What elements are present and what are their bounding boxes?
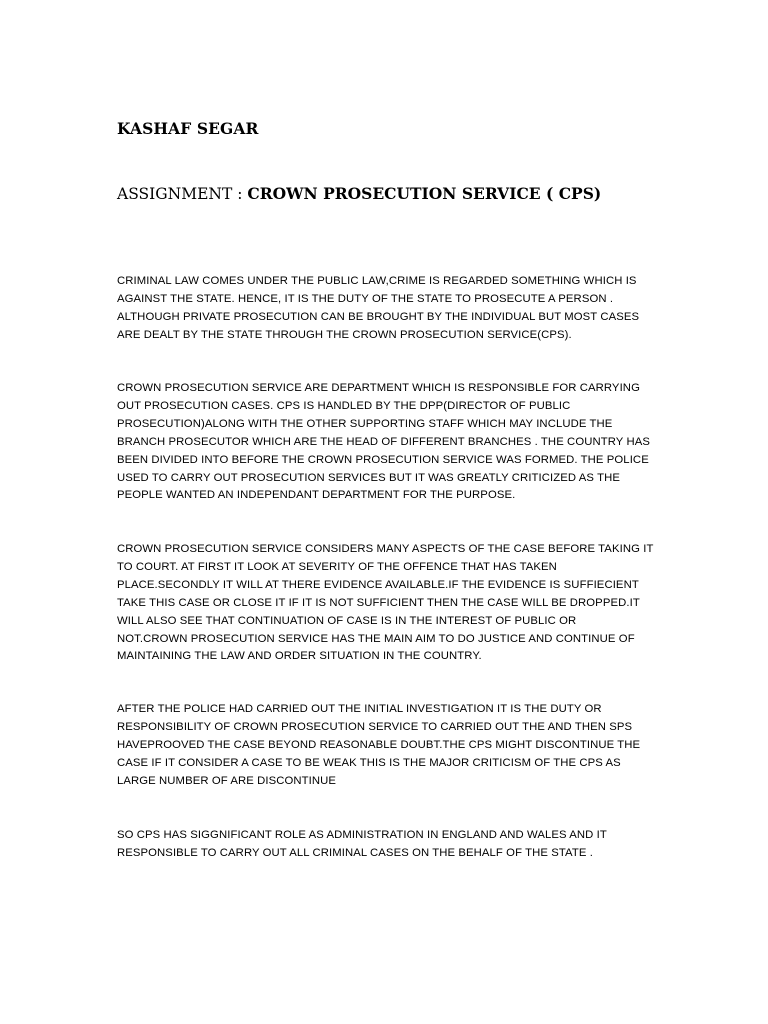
- paragraph-line: AGAINST THE STATE. HENCE, IT IS THE DUTY OF THE STATE TO PROSECUTE A PERSON .: [117, 292, 614, 305]
- paragraph-line: HAVEPROOVED THE CASE BEYOND REASONABLE DOUBT.THE CPS MIGHT DISCONTINUE THE: [117, 738, 641, 751]
- paragraph-line: SO CPS HAS SIGGNIFICANT ROLE AS ADMINISTRATION IN ENGLAND AND WALES AND IT: [117, 829, 607, 841]
- paragraph-line: AFTER THE POLICE HAD CARRIED OUT THE INITIAL INVESTIGATION IT IS THE DUTY OR: [117, 703, 602, 715]
- paragraph-investigation: [117, 701, 657, 791]
- paragraph-line: PLACE.SECONDLY IT WILL AT THERE EVIDENCE AVAILABLE.IF THE EVIDENCE IS SUFFIECIENT: [117, 578, 639, 591]
- paragraph-line: RESPONSIBILITY OF CROWN PROSECUTION SERVICE TO CARRIED OUT THE AND THEN SPS: [117, 720, 633, 733]
- paragraph-line: NOT.CROWN PROSECUTION SERVICE HAS THE MAIN AIM TO DO JUSTICE AND CONTINUE OF: [117, 632, 635, 645]
- paragraph-line: PROSECUTION)ALONG WITH THE OTHER SUPPORTING STAFF WHICH MAY INCLUDE THE: [117, 417, 613, 430]
- paragraph-line: TAKE THIS CASE OR CLOSE IT IF IT IS NOT SUFFICIENT THEN THE CASE WILL BE DROPPED.IT: [117, 596, 640, 609]
- assignment-heading: [117, 184, 601, 204]
- paragraph-line: RESPONSIBLE TO CARRY OUT ALL CRIMINAL CASES ON THE BEHALF OF THE STATE .: [117, 846, 593, 859]
- paragraph-line: USED TO CARRY OUT PROSECUTION SERVICES BUT IT WAS GREATLY CRITICIZED AS THE: [117, 471, 620, 484]
- assignment-title: CROWN PROSECUTION SERVICE ( CPS): [247, 184, 602, 203]
- paragraph-line: CROWN PROSECUTION SERVICE CONSIDERS MANY ASPECTS OF THE CASE BEFORE TAKING IT: [117, 543, 654, 555]
- assignment-label: ASSIGNMENT :: [117, 185, 248, 203]
- paragraph-line: LARGE NUMBER OF ARE DISCONTINUE: [117, 774, 337, 787]
- paragraph-intro: [117, 273, 657, 345]
- paragraph-line: CRIMINAL LAW COMES UNDER THE PUBLIC LAW,CRIME IS REGARDED SOMETHING WHICH IS: [117, 275, 637, 287]
- paragraph-cps-department: [117, 380, 657, 505]
- paragraph-line: BRANCH PROSECUTOR WHICH ARE THE HEAD OF DIFFERENT BRANCHES . THE COUNTRY HAS: [117, 435, 650, 448]
- paragraph-line: ARE DEALT BY THE STATE THROUGH THE CROWN PROSECUTION SERVICE(CPS).: [117, 328, 572, 341]
- paragraph-line: CASE IF IT CONSIDER A CASE TO BE WEAK THIS IS THE MAJOR CRITICISM OF THE CPS AS: [117, 756, 621, 769]
- paragraph-line: ALTHOUGH PRIVATE PROSECUTION CAN BE BROUGHT BY THE INDIVIDUAL BUT MOST CASES: [117, 310, 640, 323]
- paragraph-case-aspects: [117, 541, 657, 666]
- paragraph-line: WILL ALSO SEE THAT CONTINUATION OF CASE IS IN THE INTEREST OF PUBLIC OR: [117, 614, 577, 627]
- paragraph-line: BEEN DIVIDED INTO BEFORE THE CROWN PROSECUTION SERVICE WAS FORMED. THE POLICE: [117, 453, 649, 466]
- paragraph-line: CROWN PROSECUTION SERVICE ARE DEPARTMENT WHICH IS RESPONSIBLE FOR CARRYING: [117, 382, 640, 394]
- author-name: KASHAF SEGAR: [117, 119, 259, 138]
- paragraph-line: OUT PROSECUTION CASES. CPS IS HANDLED BY THE DPP(DIRECTOR OF PUBLIC: [117, 399, 571, 412]
- paragraph-line: MAINTAINING THE LAW AND ORDER SITUATION IN THE COUNTRY.: [117, 650, 482, 663]
- paragraph-line: TO COURT. AT FIRST IT LOOK AT SEVERITY OF THE OFFENCE THAT HAS TAKEN: [117, 560, 557, 573]
- paragraph-line: PEOPLE WANTED AN INDEPENDANT DEPARTMENT FOR THE PURPOSE.: [117, 489, 516, 502]
- paragraph-conclusion: [117, 827, 657, 863]
